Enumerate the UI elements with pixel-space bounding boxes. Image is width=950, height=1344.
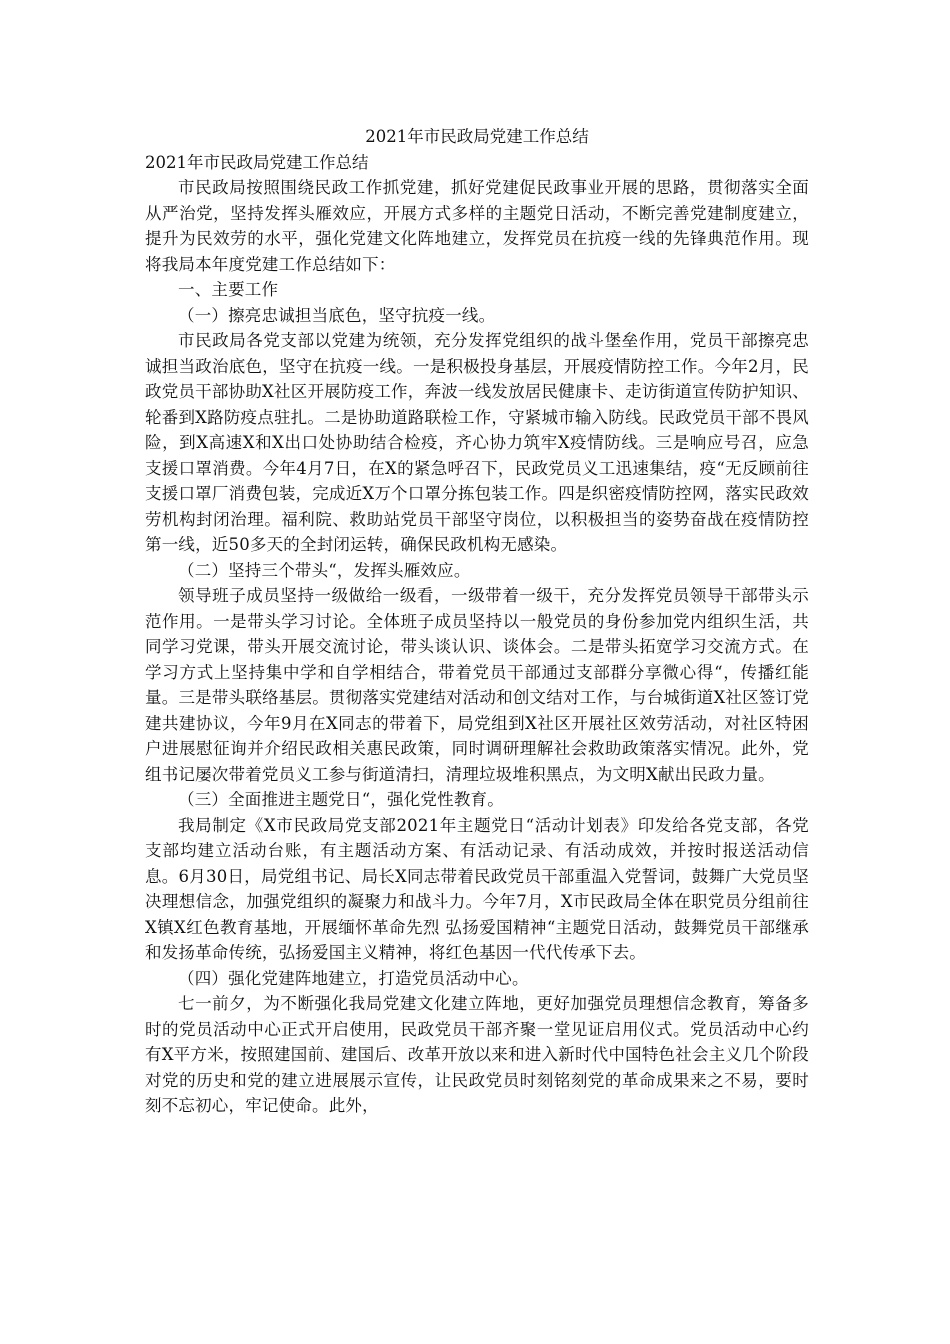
document-subtitle: 2021年市民政局党建工作总结 [145, 152, 369, 172]
paragraph-intro: 市民政局按照围绕民政工作抓党建，抓好党建促民政事业开展的思路，贯彻落实全面从严治党，坚持发挥头雁效应，开展方式多样的主题党日活动，不断完善党建制度建立，提升为民效劳的水平，强化党建文化阵地建立，发挥党员在抗疫一线的先锋典范作用。现将我局本年度党建工作总结如下： [145, 178, 809, 274]
document-page [145, 124, 809, 1119]
paragraph-section-2: 领导班子成员坚持一级做给一级看，一级带着一级干，充分发挥党员领导干部带头示范作用。一是带头学习讨论。全体班子成员坚持以一般党员的身份参加党内组织生活，共同学习党课，带头开展交流讨论，带头谈认识、谈体会。二是带头拓宽学习交流方式。在学习方式上坚持集中学和自学相结合，带着党员干部通过支部群分享微心得“，传播红能量。三是带头联络基层。贯彻落实党建结对活动和创文结对工作，与台城街道X社区签订党建共建协议，今年9月在X同志的带着下，局党组到X社区开展社区效劳活动，对社区特困户进展慰征询并介绍民政相关惠民政策，同时调研理解社会救助政策落实情况。此外，党组书记屡次带着党员义工参与街道清扫，清理垃圾堆积黑点，为文明X献出民政力量。 [145, 586, 809, 784]
heading-section-2: （二）坚持三个带头“，发挥头雁效应。 [178, 560, 471, 580]
paragraph-section-1: 市民政局各党支部以党建为统领，充分发挥党组织的战斗堡垒作用，党员干部擦亮忠诚担当政治底色，坚守在抗疫一线。一是积极投身基层，开展疫情防控工作。今年2月，民政党员干部协助X社区开展防疫工作，奔波一线发放居民健康卡、走访街道宣传防护知识、轮番到X路防疫点驻扎。二是协助道路联检工作，守紧城市输入防线。民政党员干部不畏风险，到X高速X和X出口处协助结合检疫，齐心协力筑牢X疫情防线。三是响应号召，应急支援口罩消费。今年4月7日，在X的紧急呼召下，民政党员义工迅速集结，疫“无反顾前往支援口罩厂消费包装，完成近X万个口罩分拣包装工作。四是织密疫情防控网，落实民政效劳机构封闭治理。福利院、救助站党员干部坚守岗位，以积极担当的姿势奋战在疫情防控第一线，近50多天的全封闭运转，确保民政机构无感染。 [145, 331, 809, 554]
heading-section-4: （四）强化党建阵地建立，打造党员活动中心。 [178, 968, 529, 988]
document-title: 2021年市民政局党建工作总结 [365, 127, 589, 146]
paragraph-section-4: 七一前夕，为不断强化我局党建文化建立阵地，更好加强党员理想信念教育，筹备多时的党员活动中心正式开启使用，民政党员干部齐聚一堂见证启用仪式。党员活动中心约有X平方米，按照建国前、建国后、改革开放以来和进入新时代中国特色社会主义几个阶段对党的历史和党的建立进展展示宣传，让民政党员时刻铭刻党的革命成果来之不易，要时刻不忘初心，牢记使命。此外， [145, 994, 809, 1115]
heading-section-3: （三）全面推进主题党日“，强化党性教育。 [178, 790, 504, 809]
heading-section-1: （一）擦亮忠诚担当底色，坚守抗疫一线。 [178, 305, 496, 325]
heading-main-work: 一、主要工作 [178, 280, 279, 299]
paragraph-section-3: 我局制定《X市民政局党支部2021年主题党日“活动计划表》印发给各党支部，各党支部均建立活动台账，有主题活动方案、有活动记录、有活动成效，并按时报送活动信息。6月30日，局党组书记、局长X同志带着民政党员干部重温入党誓词，鼓舞广大党员坚决理想信念，加强党组织的凝聚力和战斗力。今年7月，X市民政局全体在职党员分组前往X镇X红色教育基地，开展缅怀革命先烈 弘扬爱国精神“主题党日活动，鼓舞党员干部继承和发扬革命传统，弘扬爱国主义精神，将红色基因一代代传承下去。 [145, 815, 809, 962]
